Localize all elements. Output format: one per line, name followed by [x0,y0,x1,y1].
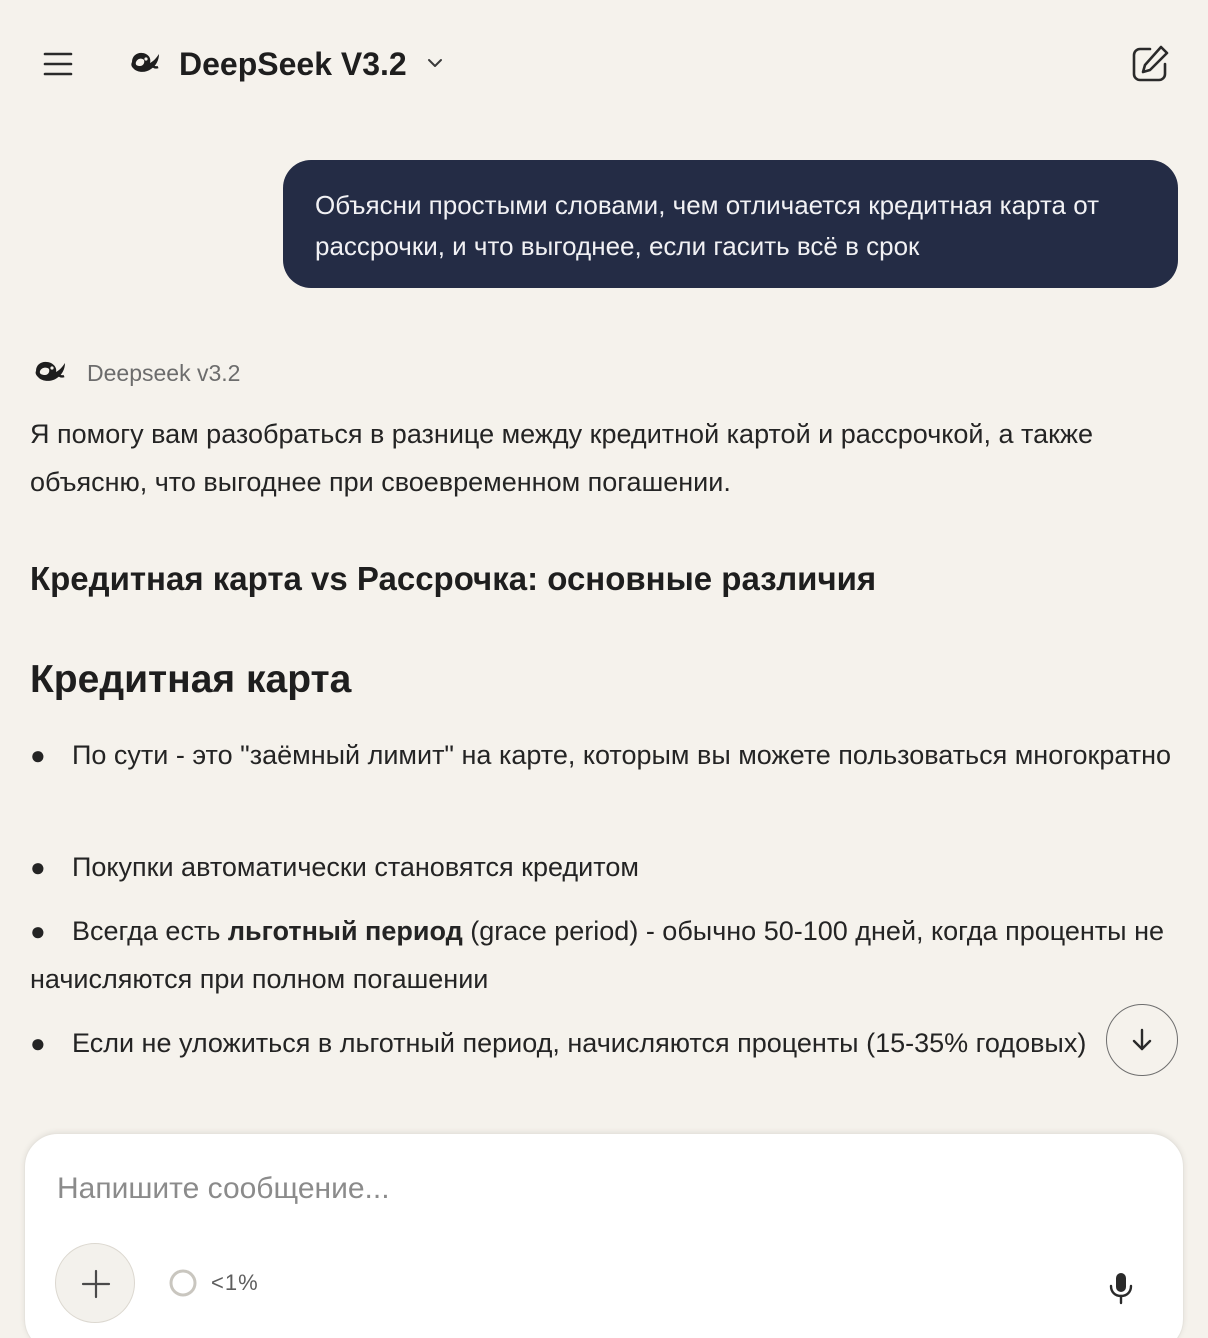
context-usage-ring-icon [168,1268,198,1298]
deepseek-whale-logo-icon [126,48,162,80]
bullet-icon: ● [30,740,46,770]
microphone-icon [1105,1270,1137,1306]
chevron-down-icon [424,52,446,74]
edit-icon [1128,42,1172,86]
answer-heading-comparison: Кредитная карта vs Рассрочка: основные различия [30,560,877,597]
assistant-answer [30,410,1180,1058]
header [0,0,1208,128]
list-item-text: (grace period) - обычно 50-100 дней, когда проценты не начисляются при полном погашении [30,916,1165,994]
answer-heading-credit-card: Кредитная карта [30,658,352,701]
list-item [30,907,1180,1003]
user-message-bubble: Объясни простыми словами, чем отличается кредитная карта от рассрочки, и что выгоднее, если гасить всё в срок [283,160,1178,288]
new-chat-button[interactable] [1128,42,1172,86]
bullet-icon: ● [30,852,46,882]
message-input[interactable] [55,1166,1139,1212]
add-attachment-button[interactable] [55,1243,135,1323]
voice-input-button[interactable] [1105,1270,1137,1306]
list-item [30,1019,1090,1067]
list-item-bold-text: льготный период [227,916,463,946]
answer-intro: Я помогу вам разобраться в разнице между кредитной картой и рассрочкой, а также объясню, что выгоднее при своевременном погашении. [30,419,1093,497]
list-item-text: Всегда есть [72,916,228,946]
model-selector-button[interactable] [424,52,446,74]
bullet-icon: ● [30,1028,46,1058]
context-usage-text: <1% [211,1270,259,1295]
arrow-down-icon [1129,1027,1155,1053]
deepseek-whale-avatar-icon [31,357,69,389]
assistant-name: Deepseek v3.2 [87,360,241,386]
model-name[interactable]: DeepSeek V3.2 [179,46,407,82]
message-composer [24,1133,1184,1338]
scroll-to-bottom-button[interactable] [1106,1004,1178,1076]
plus-icon [80,1268,112,1300]
menu-button[interactable] [40,46,76,82]
list-item [30,731,1180,779]
list-item-text: Покупки автоматически становятся кредитом [72,852,639,882]
bullet-icon: ● [30,916,46,946]
list-item-text: Если не уложиться в льготный период, начисляются проценты (15-35% годовых) [72,1028,1087,1058]
list-item-text: По сути - это "заёмный лимит" на карте, которым вы можете пользоваться многократно [72,740,1172,770]
list-item [30,843,1180,891]
hamburger-menu-icon [40,46,76,82]
